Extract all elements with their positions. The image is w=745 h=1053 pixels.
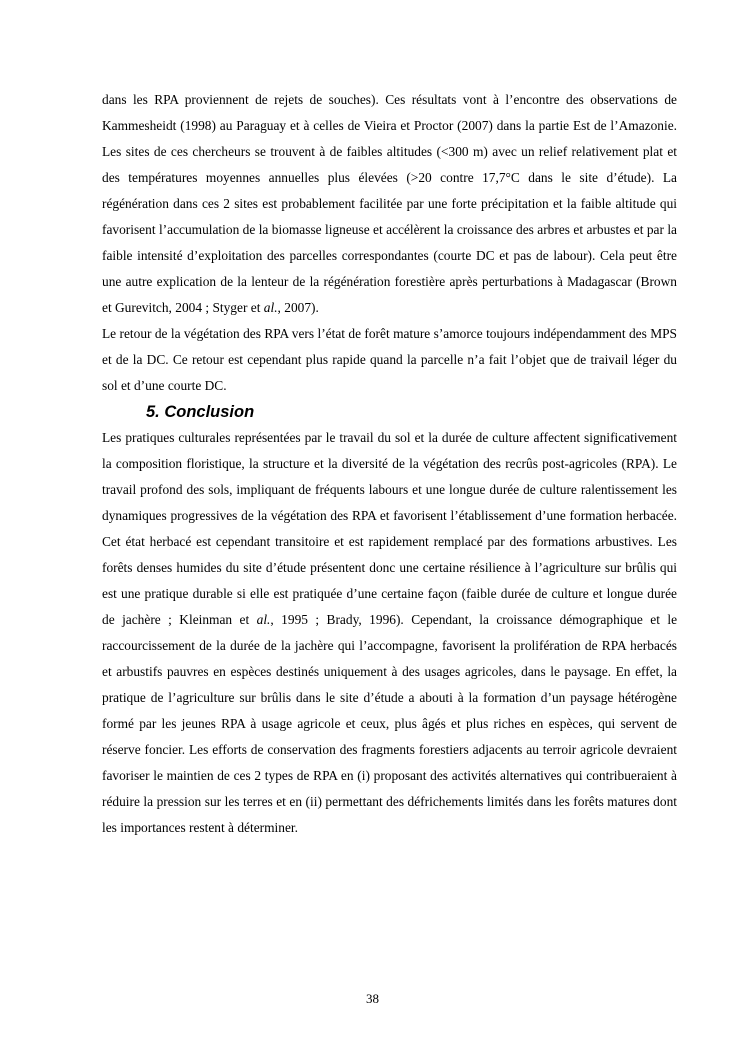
paragraph-regeneration-discussion <box>102 87 677 321</box>
italic-al: al. <box>256 612 271 627</box>
page-number: 38 <box>366 991 379 1006</box>
text-run: Les pratiques culturales représentées par le travail du sol et la durée de culture affectent significativement la composition floristique, la structure et la diversité de la végétation des recrûs post-agricoles (RPA). Le travail profond des sols, impliquant de fréquents labours et une longue durée de culture ralentissement les dynamiques progressives de la végétation des RPA et favorisent l’établissement d’une formation herbacée. Cet état herbacé est cependant transitoire et est rapidement remplacé par des formations arbustives. Les forêts denses humides du site d’étude présentent donc une certaine résilience à l’agriculture sur brûlis qui est une pratique durable si elle est pratiquée d’une certaine façon (faible durée de culture et longue durée de jachère ; Kleinman et <box>102 430 677 627</box>
paragraph-conclusion <box>102 425 677 841</box>
italic-al: al. <box>263 300 278 315</box>
paragraph-forest-return: Le retour de la végétation des RPA vers l’état de forêt mature s’amorce toujours indépendamment des MPS et de la DC. Ce retour est cependant plus rapide quand la parcelle n’a fait l’objet que de traivail léger du sol et d’une courte DC. <box>102 326 677 393</box>
text-run: , 2007). <box>277 300 319 315</box>
section-heading-conclusion: 5. Conclusion <box>146 403 255 421</box>
document-page <box>102 87 677 841</box>
text-run: , 1995 ; Brady, 1996). Cependant, la croissance démographique et le raccourcissement de la durée de la jachère qui l’accompagne, favorisent la prolifération de RPA herbacés et arbustifs pauvres en espèces destinés uniquement à des usages agricoles, dans le paysage. En effet, la pratique de l’agriculture sur brûlis dans le site d’étude a abouti à la formation d’un paysage hétérogène formé par les jeunes RPA à usage agricole et ceux, plus âgés et plus riches en espèces, qui servent de réserve foncier. Les efforts de conservation des fragments forestiers adjacents au terroir agricole devraient favoriser le maintien de ces 2 types de RPA en (i) proposant des activités alternatives qui contribueraient à réduire la pression sur les terres et en (ii) permettant des défrichements limités dans les forêts matures dont les importances restent à déterminer. <box>102 612 678 835</box>
text-run: dans les RPA proviennent de rejets de souches). Ces résultats vont à l’encontre des observations de Kammesheidt (1998) au Paraguay et à celles de Vieira et Proctor (2007) dans la partie Est de l’Amazonie. Les sites de ces chercheurs se trouvent à de faibles altitudes (<300 m) avec un relief relativement plat et des températures moyennes annuelles plus élevées (>20 contre 17,7°C dans le site d’étude). La régénération dans ces 2 sites est probablement facilitée par une forte précipitation et la faible altitude qui favorisent l’accumulation de la biomasse ligneuse et accélèrent la croissance des arbres et arbustes et par la faible intensité d’exploitation des parcelles correspondantes (courte DC et pas de labour). Cela peut être une autre explication de la lenteur de la régénération forestière après perturbations à Madagascar (Brown et Gurevitch, 2004 ; Styger et <box>102 92 677 315</box>
